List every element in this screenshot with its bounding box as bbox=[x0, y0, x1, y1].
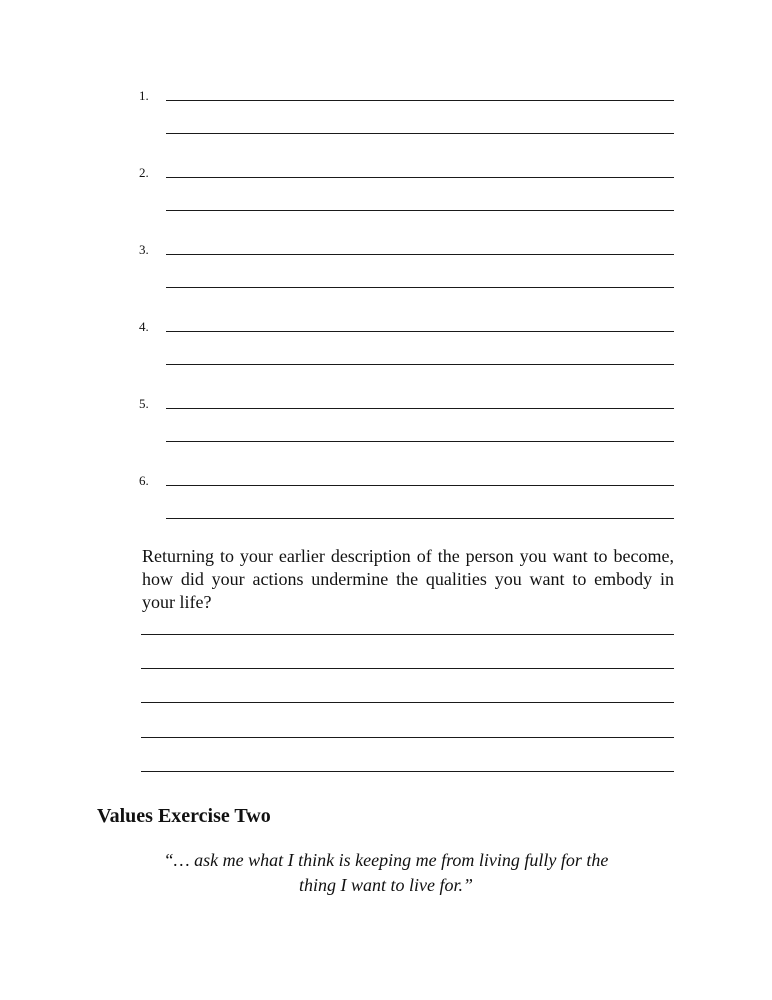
reflection-question: Returning to your earlier description of the person you want to become, how did your actions undermine the qualities you want to embody in your life? bbox=[142, 546, 674, 612]
write-in-line-2b bbox=[166, 210, 674, 211]
answer-line-5 bbox=[141, 771, 674, 772]
list-number-1: 1. bbox=[139, 88, 149, 103]
list-number-2: 2. bbox=[139, 165, 149, 180]
write-in-line-6b bbox=[166, 518, 674, 519]
quote-line-1: “… ask me what I think is keeping me from living fully for the bbox=[163, 850, 609, 870]
write-in-line-1b bbox=[166, 133, 674, 134]
answer-line-2 bbox=[141, 668, 674, 669]
list-number-3: 3. bbox=[139, 242, 149, 257]
list-number-4: 4. bbox=[139, 319, 149, 334]
write-in-line-3b bbox=[166, 287, 674, 288]
write-in-line-4a bbox=[166, 331, 674, 332]
write-in-line-5a bbox=[166, 408, 674, 409]
list-number-6: 6. bbox=[139, 473, 149, 488]
section-heading: Values Exercise Two bbox=[97, 805, 271, 827]
write-in-line-2a bbox=[166, 177, 674, 178]
answer-line-1 bbox=[141, 634, 674, 635]
answer-line-3 bbox=[141, 702, 674, 703]
write-in-line-6a bbox=[166, 485, 674, 486]
epigraph-quote bbox=[120, 848, 652, 898]
list-number-5: 5. bbox=[139, 396, 149, 411]
quote-line-2: thing I want to live for.” bbox=[298, 875, 473, 895]
write-in-line-4b bbox=[166, 364, 674, 365]
write-in-line-3a bbox=[166, 254, 674, 255]
write-in-line-1a bbox=[166, 100, 674, 101]
write-in-line-5b bbox=[166, 441, 674, 442]
answer-line-4 bbox=[141, 737, 674, 738]
